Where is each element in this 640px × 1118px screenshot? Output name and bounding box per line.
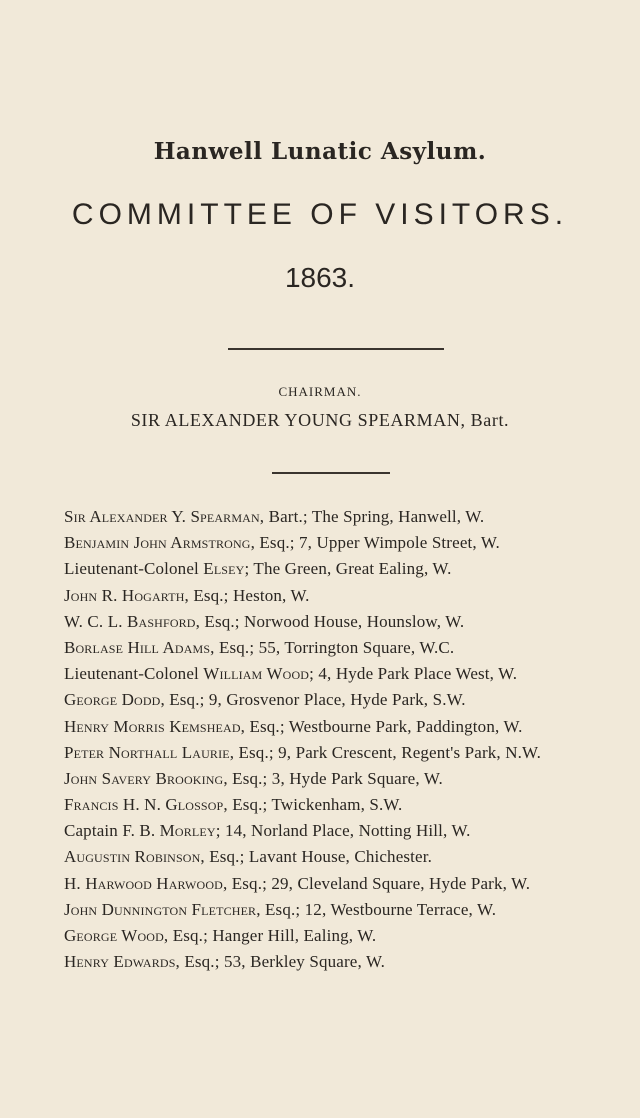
- member-suffix: ;: [244, 559, 250, 579]
- member-prefix: Captain: [64, 821, 123, 841]
- member-suffix: , Bart.;: [259, 507, 308, 526]
- member-list: [64, 504, 634, 975]
- member-address: Heston, W.: [228, 585, 310, 605]
- member-name: William Wood: [203, 664, 310, 684]
- member-prefix: Lieutenant-Colonel: [64, 664, 204, 684]
- list-item: [64, 923, 634, 949]
- member-name: Augustin Robinson: [64, 847, 201, 867]
- member-address: Hanger Hill, Ealing, W.: [207, 926, 377, 945]
- list-item: [64, 530, 634, 556]
- member-suffix: , Esq.;: [223, 795, 268, 815]
- list-item: [64, 583, 634, 609]
- member-address: 12, Westbourne Terrace, W.: [300, 899, 497, 919]
- member-name: George Wood: [64, 926, 164, 945]
- list-item: [64, 556, 634, 582]
- member-name: George Dodd: [64, 690, 161, 710]
- member-address: 14, Norland Place, Notting Hill, W.: [220, 821, 471, 841]
- member-prefix: Lieutenant-Colonel: [64, 559, 204, 579]
- chairman-name: SIR ALEXANDER YOUNG SPEARMAN, Bart.: [130, 410, 510, 430]
- member-address: Lavant House, Chichester.: [244, 847, 432, 867]
- member-name: John R. Hogarth: [64, 585, 185, 605]
- member-name: W. C. L. Bashford: [64, 611, 196, 631]
- member-name: H. Harwood Harwood: [64, 873, 223, 893]
- list-item: [64, 635, 634, 661]
- member-suffix: , Esq.;: [256, 899, 301, 919]
- member-address: 53, Berkley Square, W.: [219, 952, 385, 972]
- year: 1863.: [284, 262, 356, 293]
- member-suffix: , Esq.;: [195, 611, 240, 631]
- member-suffix: , Esq.;: [160, 690, 205, 710]
- member-suffix: ;: [215, 821, 221, 841]
- member-address: 9, Park Crescent, Regent's Park, N.W.: [273, 742, 542, 762]
- divider-rule: [272, 472, 390, 474]
- member-suffix: , Esq.;: [184, 585, 229, 605]
- member-suffix: , Esq.;: [229, 742, 274, 762]
- member-address: Westbourne Park, Paddington, W.: [284, 716, 523, 736]
- member-name: Henry Edwards: [64, 952, 176, 972]
- member-name: Benjamin John Armstrong: [64, 533, 251, 553]
- list-item: [64, 714, 634, 740]
- member-name: John Dunnington Fletcher: [64, 899, 257, 919]
- member-address: 4, Hyde Park Place West, W.: [314, 664, 518, 684]
- member-name: Sir Alexander Y. Spearman: [64, 507, 260, 526]
- member-name: Elsey: [203, 559, 245, 579]
- member-address: 9, Grosvenor Place, Hyde Park, S.W.: [204, 690, 466, 710]
- member-suffix: , Esq.;: [200, 847, 245, 867]
- member-suffix: , Esq.;: [223, 768, 268, 788]
- list-item: [64, 897, 634, 923]
- member-suffix: ;: [309, 664, 314, 684]
- member-address: The Spring, Hanwell, W.: [307, 507, 485, 526]
- member-suffix: , Esq.;: [222, 873, 267, 893]
- list-item: [64, 504, 634, 530]
- member-name: Peter Northall Laurie: [64, 742, 230, 762]
- member-suffix: , Esq.;: [240, 716, 285, 736]
- list-item: [64, 844, 634, 870]
- member-name: Francis H. N. Glossop: [64, 795, 224, 815]
- divider-rule: [228, 348, 444, 350]
- member-address: 7, Upper Wimpole Street, W.: [294, 533, 500, 553]
- list-item: [64, 687, 634, 713]
- member-address: Twickenham, S.W.: [267, 795, 403, 815]
- page-title: COMMITTEE OF VISITORS.: [71, 198, 569, 231]
- member-suffix: , Esq.;: [250, 533, 295, 553]
- list-item: [64, 661, 634, 687]
- list-item: [64, 766, 634, 792]
- chairman-label: CHAIRMAN.: [278, 384, 362, 399]
- list-item: [64, 949, 634, 975]
- member-address: The Green, Great Ealing, W.: [249, 559, 452, 579]
- member-name: Borlase Hill Adams: [64, 637, 211, 657]
- list-item: [64, 871, 634, 897]
- member-suffix: , Esq.;: [163, 926, 208, 945]
- member-name: Henry Morris Kemshead: [64, 716, 241, 736]
- member-address: 3, Hyde Park Square, W.: [267, 768, 443, 788]
- member-name: F. B. Morley: [122, 821, 216, 841]
- member-address: Norwood House, Hounslow, W.: [239, 611, 465, 631]
- list-item: [64, 740, 634, 766]
- member-name: John Savery Brooking: [64, 768, 224, 788]
- list-item: [64, 792, 634, 818]
- list-item: [64, 818, 634, 844]
- member-suffix: , Esq.;: [210, 637, 255, 657]
- member-address: 29, Cleveland Square, Hyde Park, W.: [266, 873, 531, 893]
- list-item: [64, 609, 634, 635]
- member-address: 55, Torrington Square, W.C.: [254, 637, 455, 657]
- asylum-name: Hanwell Lunatic Asylum.: [153, 138, 487, 165]
- member-suffix: , Esq.;: [175, 952, 220, 972]
